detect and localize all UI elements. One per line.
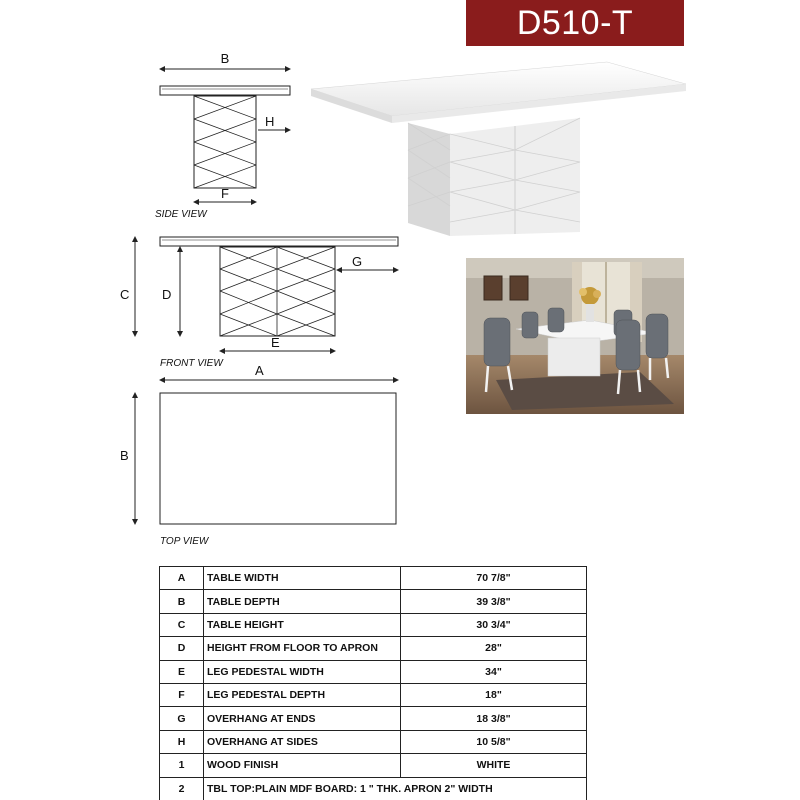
- room-scene-photo: [466, 258, 684, 414]
- spec-description: TABLE DEPTH: [204, 590, 401, 613]
- dim-label-b-side: B: [220, 51, 230, 66]
- specification-table: [159, 566, 587, 800]
- spec-code: B: [160, 590, 204, 613]
- spec-code: C: [160, 613, 204, 636]
- spec-description: WOOD FINISH: [204, 754, 401, 777]
- side-view-drawing: [155, 51, 290, 220]
- side-view-label: SIDE VIEW: [155, 209, 207, 220]
- spec-description: HEIGHT FROM FLOOR TO APRON: [204, 637, 401, 660]
- spec-description: TBL TOP:PLAIN MDF BOARD: 1 " THK. APRON 2" WIDTH: [204, 777, 587, 800]
- dim-label-f: F: [221, 186, 229, 201]
- spec-value: 28": [401, 637, 587, 660]
- spec-value: 10 5/8": [401, 730, 587, 753]
- table-row: [160, 613, 587, 636]
- table-row: [160, 683, 587, 706]
- spec-value: 18": [401, 683, 587, 706]
- spec-code: A: [160, 567, 204, 590]
- spec-description: OVERHANG AT SIDES: [204, 730, 401, 753]
- spec-value: 18 3/8": [401, 707, 587, 730]
- dim-label-c: C: [120, 287, 130, 302]
- dim-label-e: E: [271, 335, 280, 350]
- spec-code: H: [160, 730, 204, 753]
- table-row: [160, 777, 587, 800]
- front-view-drawing: [120, 237, 398, 369]
- spec-code: E: [160, 660, 204, 683]
- table-row: [160, 754, 587, 777]
- table-row: [160, 567, 587, 590]
- spec-code: 1: [160, 754, 204, 777]
- dim-label-a: A: [255, 363, 264, 378]
- spec-value: 30 3/4": [401, 613, 587, 636]
- spec-description: TABLE WIDTH: [204, 567, 401, 590]
- spec-value: WHITE: [401, 754, 587, 777]
- table-row: [160, 730, 587, 753]
- product-render-image: [311, 62, 686, 236]
- table-row: [160, 707, 587, 730]
- spec-description: LEG PEDESTAL WIDTH: [204, 660, 401, 683]
- front-view-label: FRONT VIEW: [160, 358, 223, 369]
- spec-description: LEG PEDESTAL DEPTH: [204, 683, 401, 706]
- spec-value: 34": [401, 660, 587, 683]
- spec-code: F: [160, 683, 204, 706]
- spec-code: G: [160, 707, 204, 730]
- dim-label-g: G: [352, 254, 363, 269]
- dim-label-d: D: [162, 287, 172, 302]
- table-row: [160, 637, 587, 660]
- table-row: [160, 590, 587, 613]
- dim-label-h: H: [265, 114, 275, 129]
- spec-code: D: [160, 637, 204, 660]
- spec-description: TABLE HEIGHT: [204, 613, 401, 636]
- spec-value: 70 7/8": [401, 567, 587, 590]
- spec-description: OVERHANG AT ENDS: [204, 707, 401, 730]
- model-code-title: D510-T: [466, 0, 684, 46]
- spec-value: 39 3/8": [401, 590, 587, 613]
- spec-code: 2: [160, 777, 204, 800]
- dim-label-b-top: B: [120, 448, 129, 463]
- top-view-label: TOP VIEW: [160, 536, 209, 547]
- top-view-drawing: [120, 363, 398, 547]
- table-row: [160, 660, 587, 683]
